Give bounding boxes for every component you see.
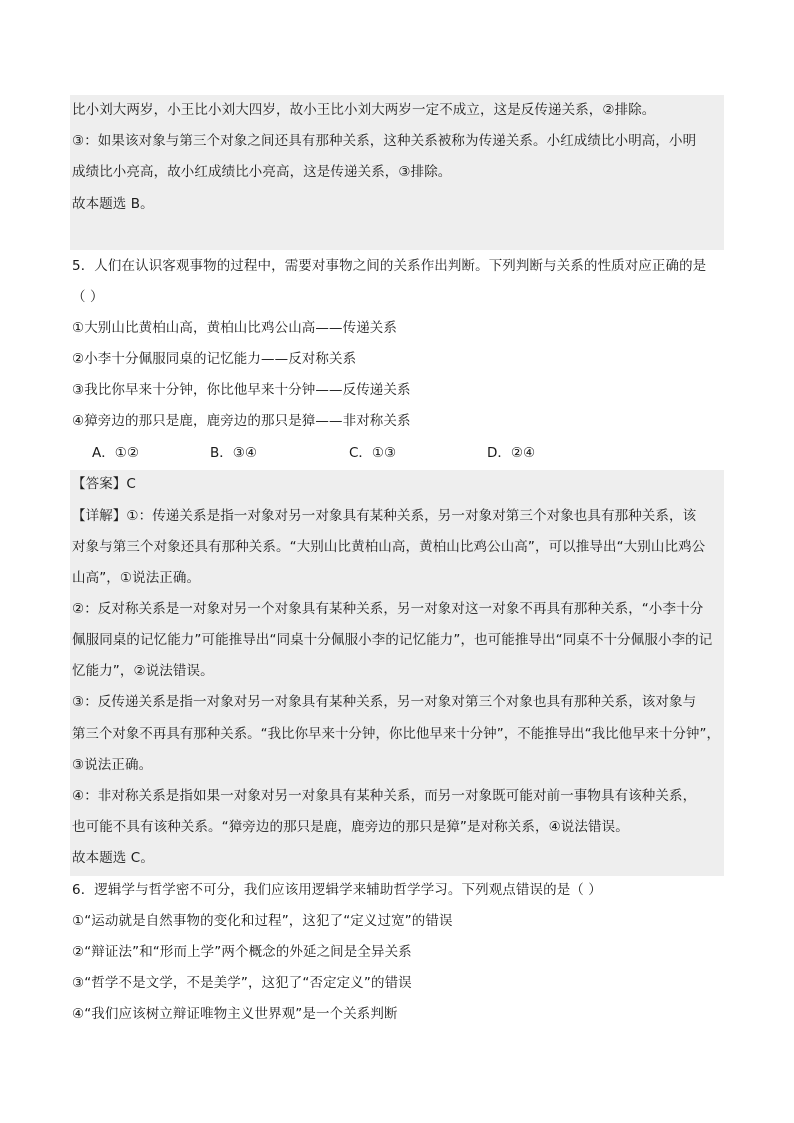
detail-line: 对象与第三个对象还具有那种关系。“大别山比黄柏山高，黄柏山比鸡公山高”，可以推导出“大别山比鸡公	[72, 539, 706, 555]
detail-line: 故本题选 C。	[72, 850, 154, 866]
detail-line: 【详解】①：传递关系是指一对象对另一对象具有某种关系，另一对象对第三个对象也具有那种关系，该	[72, 508, 697, 524]
answer-label: 【答案】C	[72, 476, 136, 492]
prev-explanation-line: 成绩比小亮高，故小红成绩比小亮高，这是传递关系，③排除。	[72, 164, 452, 180]
question-5-item: ②小李十分佩服同桌的记忆能力——反对称关系	[72, 351, 357, 367]
detail-line: 忆能力”，②说法错误。	[72, 663, 214, 679]
option-d: D．②④	[487, 445, 536, 461]
question-5-item: ③我比你早来十分钟，你比他早来十分钟——反传递关系	[72, 382, 411, 398]
detail-line: 山高”，①说法正确。	[72, 570, 201, 586]
question-6-item: ①“运动就是自然事物的变化和过程”，这犯了“定义过宽”的错误	[72, 913, 453, 929]
detail-line: 佩服同桌的记忆能力”可能推导出“同桌十分佩服小李的记忆能力”，也可能推导出“同桌不十分佩服小李的记	[72, 632, 713, 648]
option-c: C．①③	[349, 445, 397, 461]
detail-line: ④：非对称关系是指如果一对象对另一对象具有某种关系，而另一对象既可能对前一事物具有该种关系，	[72, 788, 697, 804]
detail-line: 第三个对象不再具有那种关系。“我比你早来十分钟，你比他早来十分钟”，不能推导出“我比他早来十分钟”，	[72, 726, 720, 742]
detail-line: ②：反对称关系是一对象对另一个对象具有某种关系，另一对象对这一对象不再具有那种关系，“小李十分	[72, 601, 704, 617]
prev-explanation-line: ③：如果该对象与第三个对象之间还具有那种关系，这种关系被称为传递关系。小红成绩比小明高，小明	[72, 133, 697, 149]
question-5-bracket: （ ）	[72, 289, 104, 305]
prev-explanation-line: 比小刘大两岁，小王比小刘大四岁，故小王比小刘大两岁一定不成立，这是反传递关系，②排除。	[72, 102, 656, 118]
detail-line: 也可能不具有该种关系。“獐旁边的那只是鹿，鹿旁边的那只是獐”是对称关系，④说法错误。	[72, 819, 629, 835]
question-6-stem: 6．逻辑学与哲学密不可分，我们应该用逻辑学来辅助哲学学习。下列观点错误的是（ ）	[72, 882, 602, 898]
question-5-item: ④獐旁边的那只是鹿，鹿旁边的那只是獐——非对称关系	[72, 413, 411, 429]
question-5-item: ①大别山比黄柏山高，黄柏山比鸡公山高——传递关系	[72, 320, 398, 336]
question-6-item: ④“我们应该树立辩证唯物主义世界观”是一个关系判断	[72, 1006, 398, 1022]
detail-line: ③说法正确。	[72, 757, 153, 773]
option-a: A．①②	[92, 445, 139, 461]
prev-explanation-line: 故本题选 B。	[72, 196, 154, 212]
detail-line: ③：反传递关系是指一对象对另一对象具有某种关系，另一对象对第三个对象也具有那种关系，该对象与	[72, 694, 697, 710]
question-6-item: ②“辩证法”和“形而上学”两个概念的外延之间是全异关系	[72, 944, 412, 960]
question-5-stem: 5．人们在认识客观事物的过程中，需要对事物之间的关系作出判断。下列判断与关系的性质对应正确的是	[72, 258, 707, 274]
question-6-item: ③“哲学不是文学，不是美学”，这犯了“否定定义”的错误	[72, 975, 412, 991]
option-b: B．③④	[210, 445, 257, 461]
